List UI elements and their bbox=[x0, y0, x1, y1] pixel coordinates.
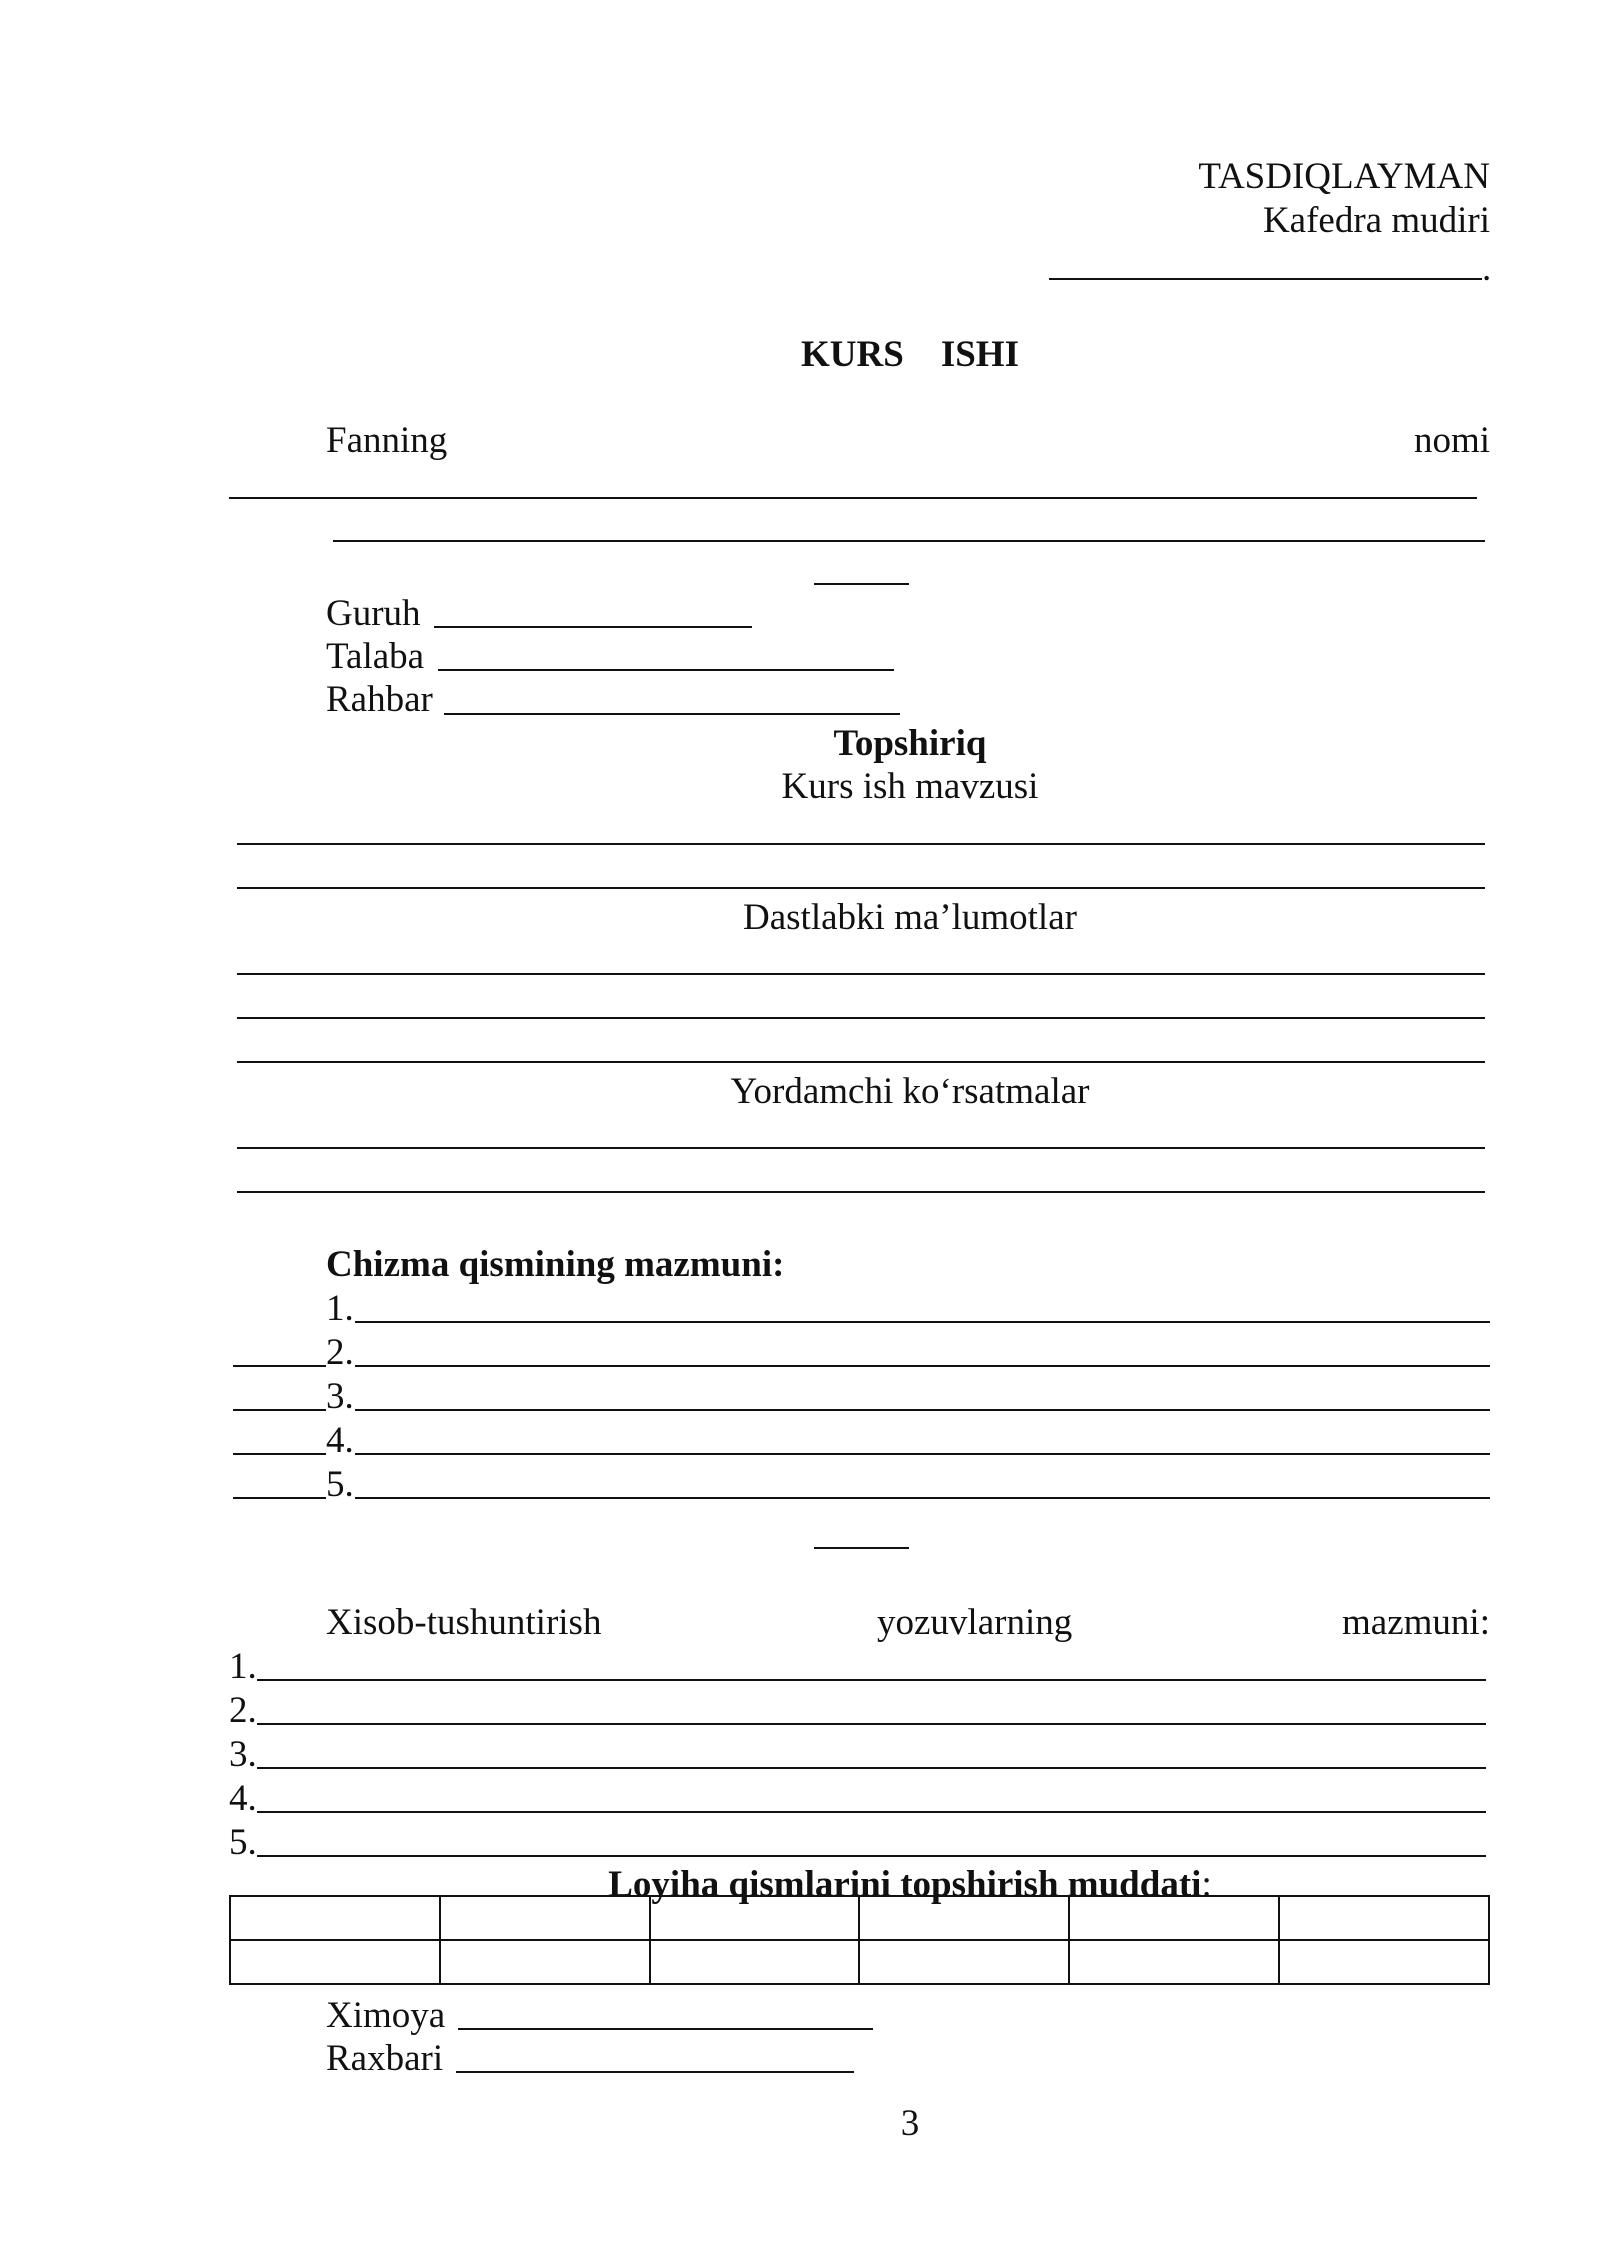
page-number: 3 bbox=[900, 2103, 920, 2144]
table-cell[interactable] bbox=[650, 1940, 860, 1984]
student-field-line[interactable] bbox=[438, 669, 894, 671]
head-of-department-label: Kafedra mudiri bbox=[1262, 200, 1490, 241]
drawing-item-number: 3. bbox=[326, 1376, 354, 1417]
explanatory-note-word: yozuvlarning bbox=[877, 1602, 1073, 1643]
guidelines-line[interactable] bbox=[237, 1147, 1485, 1149]
note-item-number: 3. bbox=[229, 1734, 257, 1775]
topic-label: Kurs ish mavzusi bbox=[781, 766, 1039, 807]
defense-field-line[interactable] bbox=[458, 2028, 873, 2030]
supervisor-field-line[interactable] bbox=[444, 713, 900, 715]
note-item-line[interactable] bbox=[257, 1723, 1486, 1725]
table-cell[interactable] bbox=[440, 1940, 650, 1984]
table-cell[interactable] bbox=[230, 1896, 440, 1940]
short-line bbox=[814, 583, 909, 585]
student-label: Talaba bbox=[326, 636, 425, 677]
note-item-number: 5. bbox=[229, 1822, 257, 1863]
table-cell[interactable] bbox=[859, 1940, 1069, 1984]
table-row bbox=[230, 1896, 1489, 1940]
document-title: KURS ISHI bbox=[801, 334, 1019, 375]
table-cell[interactable] bbox=[440, 1896, 650, 1940]
subject-label: Fanning bbox=[326, 420, 448, 461]
drawing-item-indent-line bbox=[233, 1453, 326, 1455]
note-item-line[interactable] bbox=[257, 1679, 1486, 1681]
initial-data-line[interactable] bbox=[237, 973, 1485, 975]
initial-data-line[interactable] bbox=[237, 1017, 1485, 1019]
note-item-line[interactable] bbox=[257, 1855, 1486, 1857]
footer-supervisor-label: Raxbari bbox=[326, 2038, 444, 2079]
drawing-item-number: 4. bbox=[326, 1420, 354, 1461]
signature-line-period: . bbox=[1482, 248, 1492, 289]
table-row bbox=[230, 1940, 1489, 1984]
note-item-number: 2. bbox=[229, 1690, 257, 1731]
subject-line bbox=[229, 497, 1477, 499]
note-item-line[interactable] bbox=[257, 1811, 1486, 1813]
table-cell[interactable] bbox=[1069, 1940, 1279, 1984]
guidelines-line[interactable] bbox=[237, 1191, 1485, 1193]
defense-label: Ximoya bbox=[326, 1995, 446, 2036]
footer-supervisor-field-line[interactable] bbox=[456, 2071, 854, 2073]
guidelines-label: Yordamchi ko‘rsatmalar bbox=[730, 1071, 1090, 1112]
table-cell[interactable] bbox=[859, 1896, 1069, 1940]
supervisor-label: Rahbar bbox=[326, 679, 433, 720]
drawing-item-line[interactable] bbox=[355, 1453, 1490, 1455]
topic-line[interactable] bbox=[237, 843, 1485, 845]
drawing-item-line[interactable] bbox=[355, 1497, 1490, 1499]
note-item-line[interactable] bbox=[257, 1767, 1486, 1769]
drawing-part-heading: Chizma qismining mazmuni: bbox=[326, 1244, 785, 1285]
approval-label: TASDIQLAYMAN bbox=[1198, 156, 1490, 197]
topic-line[interactable] bbox=[237, 887, 1485, 889]
note-item-number: 1. bbox=[229, 1646, 257, 1687]
approval-signature-line bbox=[1049, 278, 1482, 280]
deadlines-heading-text: Loyiha qismlarini topshirish muddati bbox=[608, 1864, 1202, 1905]
drawing-item-indent-line bbox=[233, 1497, 326, 1499]
note-item-number: 4. bbox=[229, 1778, 257, 1819]
explanatory-note-word: Xisob-tushuntirish bbox=[326, 1602, 602, 1643]
drawing-item-number: 5. bbox=[326, 1464, 354, 1505]
table-cell[interactable] bbox=[650, 1896, 860, 1940]
drawing-item-indent-line bbox=[233, 1409, 326, 1411]
explanatory-note-word: mazmuni: bbox=[1342, 1602, 1490, 1643]
group-label: Guruh bbox=[326, 593, 421, 634]
subject-line bbox=[333, 540, 1485, 542]
table-cell[interactable] bbox=[230, 1940, 440, 1984]
drawing-item-number: 1. bbox=[326, 1288, 354, 1329]
drawing-item-line[interactable] bbox=[355, 1365, 1490, 1367]
short-line bbox=[814, 1547, 909, 1549]
deadlines-table bbox=[229, 1895, 1490, 1985]
table-cell[interactable] bbox=[1279, 1896, 1489, 1940]
subject-name-label: nomi bbox=[1413, 420, 1490, 461]
drawing-item-indent-line bbox=[233, 1365, 326, 1367]
deadlines-heading-colon: : bbox=[1201, 1864, 1212, 1905]
drawing-item-line[interactable] bbox=[355, 1321, 1490, 1323]
table-cell[interactable] bbox=[1279, 1940, 1489, 1984]
initial-data-label: Dastlabki ma’lumotlar bbox=[743, 897, 1077, 938]
initial-data-line[interactable] bbox=[237, 1061, 1485, 1063]
drawing-item-line[interactable] bbox=[355, 1409, 1490, 1411]
drawing-item-number: 2. bbox=[326, 1332, 354, 1373]
group-field-line[interactable] bbox=[434, 626, 752, 628]
assignment-heading: Topshiriq bbox=[833, 723, 987, 764]
table-cell[interactable] bbox=[1069, 1896, 1279, 1940]
